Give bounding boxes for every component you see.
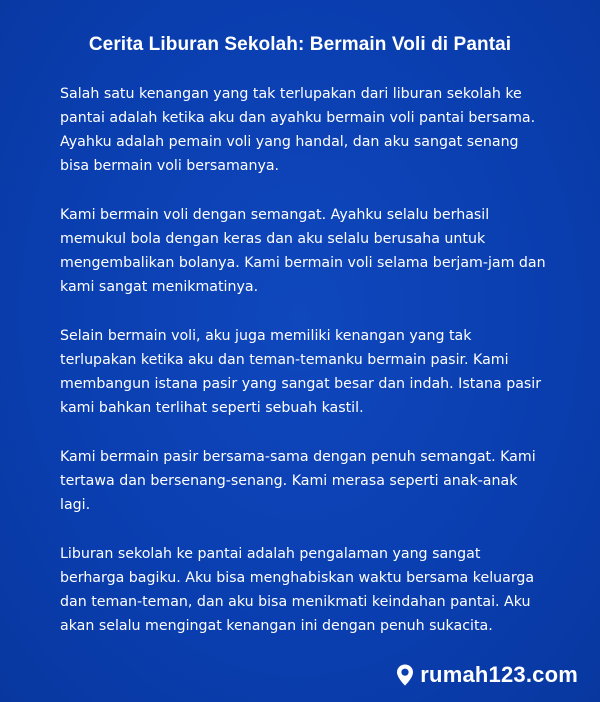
brand-name: rumah123.com: [420, 662, 578, 687]
article-body: [60, 82, 546, 663]
article-title: Cerita Liburan Sekolah: Bermain Voli di Pantai: [88, 34, 512, 55]
paragraph-2: Kami bermain voli dengan semangat. Ayahku selalu berhasil memukul bola dengan keras dan aku selalu berusaha untuk mengembalikan bolanya. Kami bermain voli selama berjam-jam dan kami sangat menikmatinya.: [60, 207, 546, 295]
paragraph-4: Kami bermain pasir bersama-sama dengan penuh semangat. Kami tertawa dan bersenang-senang. Kami merasa seperti anak-anak lagi.: [60, 449, 536, 513]
paragraph-3: Selain bermain voli, aku juga memiliki kenangan yang tak terlupakan ketika aku dan teman-temanku bermain pasir. Kami membangun istana pasir yang sangat besar dan indah. Istana pasir kami bahkan terlihat seperti sebuah kastil.: [60, 328, 542, 416]
map-pin-icon: [393, 663, 417, 687]
paragraph-1: Salah satu kenangan yang tak terlupakan dari liburan sekolah ke pantai adalah ketika aku dan ayahku bermain voli pantai bersama. Ayahku adalah pemain voli yang handal, dan aku sangat senang bisa bermain voli bersamanya.: [60, 86, 536, 174]
paragraph-5: Liburan sekolah ke pantai adalah pengalaman yang sangat berharga bagiku. Aku bisa menghabiskan waktu bersama keluarga dan teman-teman, dan aku bisa menikmati keindahan pantai. Aku akan selalu mengingat kenangan ini dengan penuh sukacita.: [60, 546, 535, 634]
brand-logo: [393, 662, 578, 688]
